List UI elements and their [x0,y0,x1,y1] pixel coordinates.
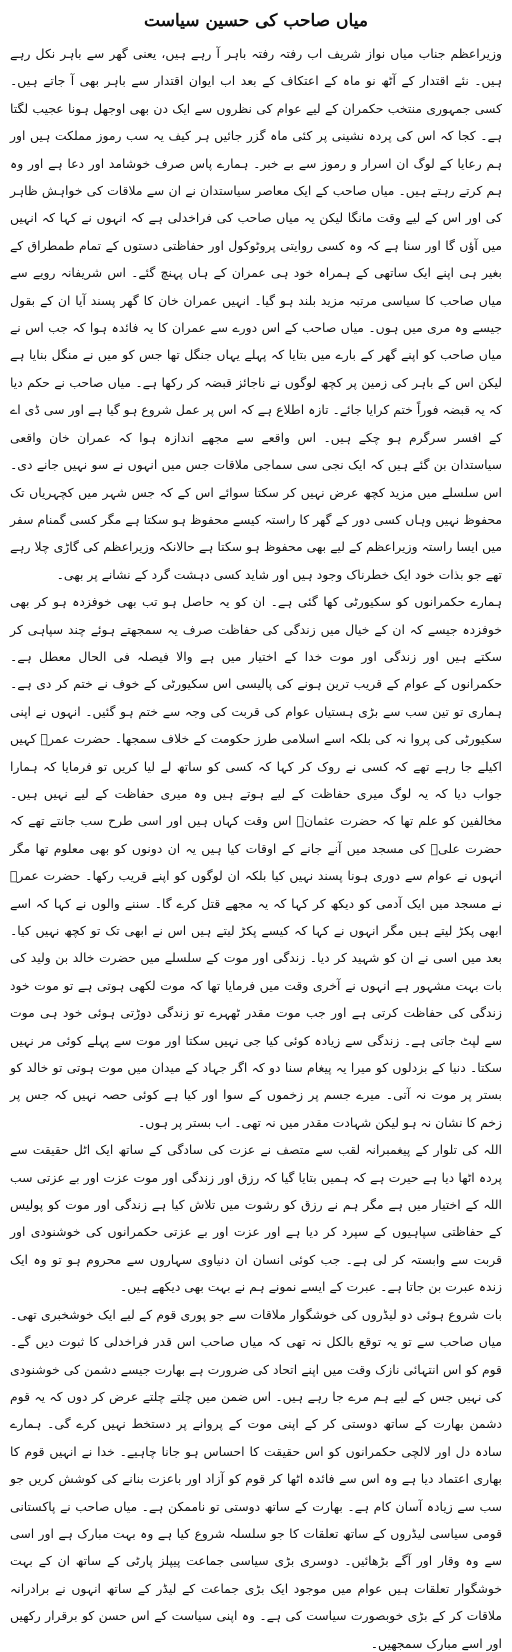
paragraph: وزیراعظم جناب میاں نواز شریف اب رفتہ رفتہ باہر آ رہے ہیں، یعنی گھر سے باہر نکل رہے ہیں۔ نئے اقتدار کے آٹھ نو ماہ کے اعتکاف کے بعد اب ایوان اقتدار سے باہر بھی آ جاتے ہیں۔ کسی جمہوری منتخب حکمران کے لیے عوام کی نظروں سے ایک دن بھی اوجھل ہونا عجیب لگتا ہے۔ کجا کہ اس کی پردہ نشینی پر کئی ماہ گزر جائیں ہر کیف یہ سب رموز مملکت ہیں اور ہم رعایا کے لوگ ان اسرار و رموز سے بے خبر۔ ہمارے پاس صرف خوشامد اور دعا ہے اور وہ ہم کرتے رہتے ہیں۔ میاں صاحب کے ایک معاصر سیاستدان نے ان سے ملاقات کی خواہش ظاہر کی اور اس کے لیے وقت مانگا لیکن یہ میاں صاحب کی فراخدلی ہے کہ انہوں نے کہا کہ انہیں میں آؤں گا اور سنا ہے کہ وہ کسی روایتی پروٹوکول اور حفاظتی دستوں کے تمام طمطراق کے بغیر ہی اپنے ایک ساتھی کے ہمراہ خود ہی عمران کے ہاں پہنچ گئے۔ اس شریفانہ رویے سے میاں صاحب کا سیاسی مرتبہ مزید بلند ہو گیا۔ انہیں عمران خان کا گھر پسند آیا ان کے بقول جیسے وہ مری میں ہوں۔ میاں صاحب کے اس دورے سے عمران کا یہ فائدہ ہوا کہ جب اس نے میاں صاحب کو اپنے گھر کے بارے میں بتایا کہ پہلے یہاں جنگل تھا جس کو میں نے منگل بنایا ہے لیکن اس کے باہر کی زمین پر کچھ لوگوں نے ناجائز قبضہ کر رکھا ہے۔ میاں صاحب نے حکم دیا کہ یہ قبضہ فوراً ختم کرایا جائے۔ تازہ اطلاع ہے کہ اس پر عمل شروع ہو گیا ہے اور سی ڈی اے کے افسر سرگرم ہو چکے ہیں۔ اس واقعے سے مجھے اندازہ ہوا کہ عمران خان واقعی سیاستدان بن گئے ہیں کہ ایک نجی سی سماجی ملاقات جس میں انہوں نے سو نہیں جانے دی۔ اس سلسلے میں مزید کچھ عرض نہیں کر سکتا سوائے اس کے کہ جس شہر میں کچہریاں تک محفوظ نہیں وہاں کسی دور کے گھر کا راستہ کیسے محفوظ ہو سکتا ہے مگر کسی گمنام سفر میں ایسا راستہ وزیراعظم کے لیے بھی محفوظ ہو سکتا ہے حالانکہ وزیراعظم کی گاڑی چلا رہے تھے جو بذات خود ایک خطرناک وجود ہیں اور شاید کسی دہشت گرد کے نشانے پر بھی۔ [10,46,502,582]
paragraph: بات شروع ہوئی دو لیڈروں کی خوشگوار ملاقات سے جو پوری قوم کے لیے ایک خوشخبری تھی۔ میاں صاحب سے تو یہ توقع بالکل نہ تھی کہ میاں صاحب اس قدر فراخدلی کا ثبوت دیں گے۔ قوم کو اس انتہائی نازک وقت میں اپنے اتحاد کی ضرورت ہے بھارت جیسے دشمن کی خوشنودی کی نہیں جس کے لیے ہم مرے جا رہے ہیں۔ اس ضمن میں چلتے چلتے عرض کر دوں کہ یہ قوم دشمن بھارت کے ساتھ دوستی کر کے اپنی موت کے پروانے پر دستخط نہیں کرے گی۔ ہمارے سادہ دل اور لالچی حکمرانوں کو اس حقیقت کا احساس ہو جانا چاہیے۔ خدا نے انہیں قوم کا بھاری اعتماد دیا ہے وہ اس سے فائدہ اٹھا کر قوم کو آزاد اور باعزت بنانے کی کوشش کریں جو سب سے زیادہ آسان کام ہے۔ بھارت کے ساتھ دوستی تو ناممکن ہے۔ میاں صاحب نے پاکستانی قومی سیاسی لیڈروں کے ساتھ تعلقات کا جو سلسلہ شروع کیا ہے وہ بہت مبارک ہے اور اسی سے وہ وقار اور آگے بڑھائیں۔ دوسری بڑی سیاسی جماعت پیپلز پارٹی کے ساتھ ان کے بہت خوشگوار تعلقات ہیں عوام میں موجود ایک بڑی جماعت کے لیڈر کے ساتھ انہوں نے برادرانہ ملاقات کر کے بڑی خوبصورت سیاست کی ہے۔ وہ اپنی سیاست کے اس حسن کو برقرار رکھیں اور اسے مبارک سمجھیں۔ [10,1306,502,1651]
paragraph: اللہ کی تلوار کے پیغمبرانہ لقب سے متصف نے عزت کی سادگی کے ساتھ ایک اٹل حقیقت سے پردہ اٹھا دیا ہے حیرت ہے کہ ہمیں بتایا گیا کہ رزق اور زندگی اور موت عزت اور بے عزتی سب اللہ کے اختیار میں ہے مگر ہم نے رزق کو رشوت میں تلاش کیا ہے زندگی اور موت کو پولیس کے حفاظتی سپاہیوں کے سپرد کر دیا ہے اور عزت اور بے عزتی حکمرانوں کی خوشنودی اور قربت سے وابستہ کر لی ہے۔ جب کوئی انسان ان دنیاوی سہاروں سے محروم ہو تو وہ ایک زندہ عبرت بن جاتا ہے۔ عبرت کے ایسے نمونے ہم نے بہت بھی دیکھے ہیں۔ [10,1142,502,1295]
paragraph: ہمارے حکمرانوں کو سکیورٹی کھا گئی ہے۔ ان کو یہ حاصل ہو تب بھی خوفزدہ ہو کر بھی خوفزدہ جیسے کہ ان کے خیال میں زندگی کی حفاظت صرف یہ سمجھتے ہوئے چند سپاہی کر سکتے ہیں اور زندگی اور موت خدا کے اختیار میں ہے والا فیصلہ فی الحال معطل ہے۔ حکمرانوں کے عوام کے قریب ترین ہونے کی پالیسی اس سکیورٹی کے خوف نے ختم کر دی ہے۔ ہماری تو تین سب سے بڑی ہستیاں عوام کی قربت کی وجہ سے ختم ہو گئیں۔ انہوں نے اپنی سکیورٹی کی پروا نہ کی بلکہ اسے اسلامی طرز حکومت کے خلاف سمجھا۔ حضرت عمرؓ کہیں اکیلے جا رہے تھے کہ کسی نے روک کر کہا کہ کسی کو ساتھ لے لیا کریں تو فرمایا کہ ہمارا جواب دیا کہ یہ لوگ میری حفاظت کے لیے ہوتے ہیں وہ میری حفاظت کے لیے نہیں ہیں۔ مخالفین کو علم تھا کہ حضرت عثمانؓ اس وقت کہاں ہیں اور اسی طرح سب جانتے تھے کہ حضرت علیؓ کی مسجد میں آنے جانے کے اوقات کیا ہیں یہ ان دونوں کو بھی معلوم تھا مگر انہوں نے عوام سے دوری ہونا پسند نہیں کیا بلکہ ان لوگوں کو اپنے قریب رکھا۔ حضرت عمرؓ نے مسجد میں ایک آدمی کو دیکھ کر کہا کہ یہ مجھے قتل کرے گا۔ سننے والوں نے کہا کہ اسے ابھی پکڑ لیتے ہیں مگر انہوں نے کہا کہ کیسے پکڑ لیتے ہیں اس نے ابھی تک تو کچھ نہیں کیا۔ بعد میں اسی نے ان کو شہید کر دیا۔ زندگی اور موت کے سلسلے میں حضرت خالد بن ولید کی بات بہت مشہور ہے انہوں نے آخری وقت میں فرمایا تھا کہ موت لکھی ہوتی ہے تو موت خود زندگی کی حفاظت کرتی ہے اور جب موت مقدر ٹھہرے تو زندگی دوڑتی ہوئی خود ہی موت سے لپٹ جاتی ہے۔ زندگی سے زیادہ کوئی کیا جی نہیں سکتا اور موت سے پہلے کوئی مر نہیں سکتا۔ دنیا کے بزدلوں کو میرا یہ پیغام سنا دو کہ اگر جہاد کے میدان میں موت ہوتی تو خالد کو بستر پر موت نہ آتی۔ میرے جسم پر زخموں کے سوا اور کیا ہے کوئی حصہ نہیں کہ جس پر زخم کا نشان نہ ہو لیکن شہادت مقدر میں نہ تھی۔ اب بستر پر ہوں۔ [10,594,502,1130]
article-body [10,40,502,1652]
article-title: میاں صاحب کی حسین سیاست [144,11,368,31]
